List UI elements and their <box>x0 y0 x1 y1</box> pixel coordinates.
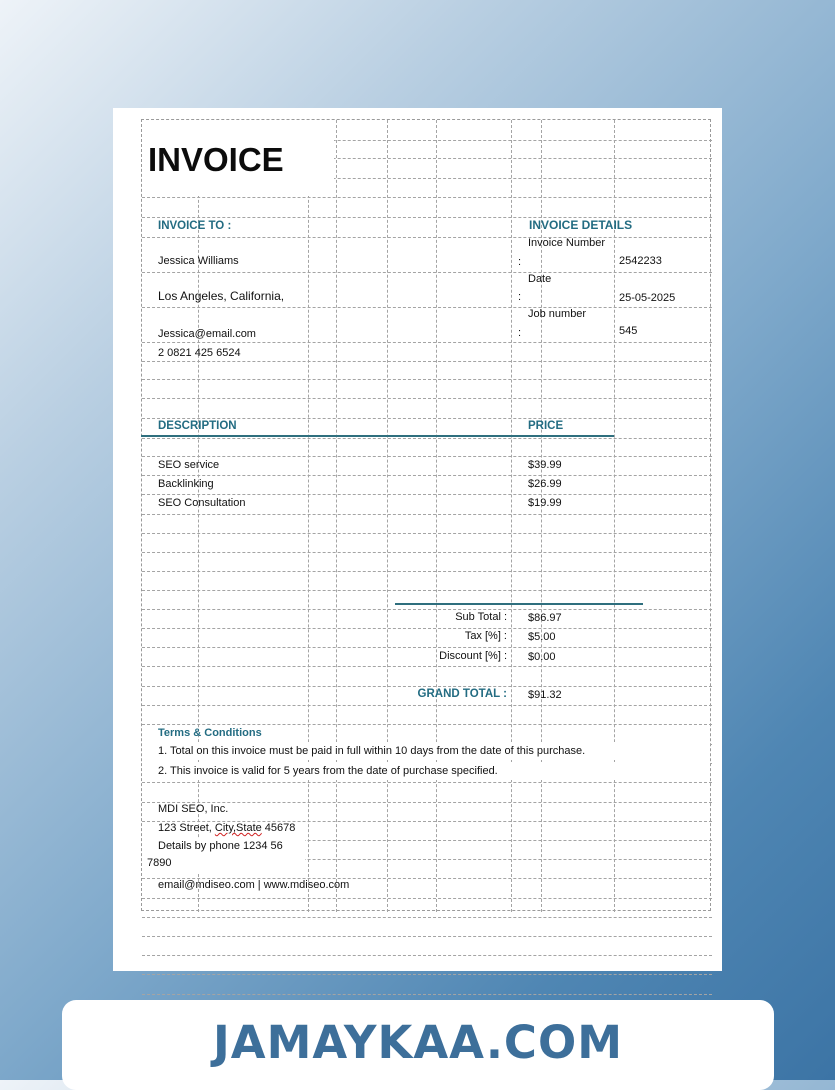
client-name: Jessica Williams <box>158 255 239 267</box>
company-name: MDI SEO, Inc. <box>158 803 229 815</box>
totals-rule <box>395 603 643 605</box>
grid-row-line <box>142 686 712 687</box>
company-phone-line1: Details by phone 1234 56 <box>158 840 283 852</box>
tax-label: Tax [%] : <box>464 630 507 642</box>
street-prefix: 123 Street, <box>158 822 215 834</box>
grid-row-line <box>142 917 712 918</box>
grid-row-line <box>142 237 712 238</box>
grid-col-line <box>198 120 199 912</box>
spreadsheet-grid <box>141 119 711 911</box>
grid-row-line <box>142 197 712 198</box>
description-header: DESCRIPTION <box>158 420 237 432</box>
job-number-value: 545 <box>619 325 638 337</box>
job-number-separator: : <box>518 327 522 339</box>
items-header-rule <box>141 435 614 437</box>
grid-row-line <box>142 494 712 495</box>
invoice-details-heading: INVOICE DETAILS <box>529 218 633 232</box>
grand-total-value: $91.32 <box>528 689 562 701</box>
grid-col-line <box>614 120 615 912</box>
grid-row-line <box>142 609 712 610</box>
discount-value: $0.00 <box>528 651 556 663</box>
grid-row-line <box>142 514 712 515</box>
company-contact: email@mdiseo.com | www.mdiseo.com <box>158 879 350 891</box>
grid-row-line <box>142 438 712 439</box>
invoice-title: INVOICE <box>148 141 284 178</box>
grid-row-line <box>142 628 712 629</box>
grid-row-line <box>142 898 712 899</box>
date-label: Date <box>528 273 552 285</box>
tax-value: $5.00 <box>528 631 556 643</box>
subtotal-value: $86.97 <box>528 612 562 624</box>
price-header: PRICE <box>528 420 564 432</box>
grid-row-line <box>142 272 712 273</box>
grid-col-line <box>308 120 309 912</box>
grid-row-line <box>142 361 712 362</box>
client-email: Jessica@email.com <box>158 328 256 340</box>
grid-row-line <box>142 456 712 457</box>
grid-row-line <box>142 418 712 419</box>
invoice-number-value: 2542233 <box>619 255 662 267</box>
grid-row-line <box>142 705 712 706</box>
grid-row-line <box>142 724 712 725</box>
company-street <box>158 822 295 835</box>
grid-col-line <box>436 120 437 912</box>
item-description: SEO Consultation <box>158 497 246 509</box>
item-price: $26.99 <box>528 478 562 490</box>
grid-row-line <box>142 552 712 553</box>
item-description: Backlinking <box>158 478 214 490</box>
terms-line-2: 2. This invoice is valid for 5 years from the date of purchase specified. <box>158 765 498 777</box>
grid-row-line <box>142 398 712 399</box>
grid-row-line <box>142 666 712 667</box>
street-city: City,State <box>214 822 262 834</box>
grid-row-line <box>142 955 712 956</box>
item-description: SEO service <box>158 459 220 471</box>
grid-row-line <box>142 647 712 648</box>
item-price: $19.99 <box>528 497 562 509</box>
invoice-number-separator: : <box>518 256 522 268</box>
client-address: Los Angeles, California, <box>158 289 285 303</box>
item-price: $39.99 <box>528 459 562 471</box>
grid-row-line <box>142 590 712 591</box>
date-value: 25-05-2025 <box>619 292 676 304</box>
grid-row-line <box>142 475 712 476</box>
subtotal-label: Sub Total : <box>455 611 507 623</box>
watermark-text: JAMAYKAA.COM <box>213 1016 623 1069</box>
company-phone-line2: 7890 <box>147 857 172 869</box>
grid-col-line <box>336 120 337 912</box>
grand-total-label: GRAND TOTAL : <box>417 688 507 700</box>
grid-row-line <box>142 936 712 937</box>
terms-line-1: 1. Total on this invoice must be paid in full within 10 days from the date of this purchase. <box>158 745 586 757</box>
grid-row-line <box>142 307 712 308</box>
grid-col-line <box>511 120 512 912</box>
grid-col-line <box>387 120 388 912</box>
grid-row-line <box>142 533 712 534</box>
date-separator: : <box>518 291 522 303</box>
grid-row-line <box>142 342 712 343</box>
grid-row-line <box>142 379 712 380</box>
client-phone: 2 0821 425 6524 <box>158 347 241 359</box>
discount-label: Discount [%] : <box>439 650 507 662</box>
grid-row-line <box>142 994 712 995</box>
invoice-to-heading: INVOICE TO : <box>158 220 232 232</box>
grid-row-line <box>142 571 712 572</box>
street-suffix: 45678 <box>261 822 296 834</box>
terms-heading: Terms & Conditions <box>158 727 262 739</box>
invoice-number-label: Invoice Number <box>528 237 606 249</box>
watermark-banner <box>62 1000 774 1090</box>
job-number-label: Job number <box>528 308 587 320</box>
grid-row-line <box>142 782 712 783</box>
grid-row-line <box>142 974 712 975</box>
